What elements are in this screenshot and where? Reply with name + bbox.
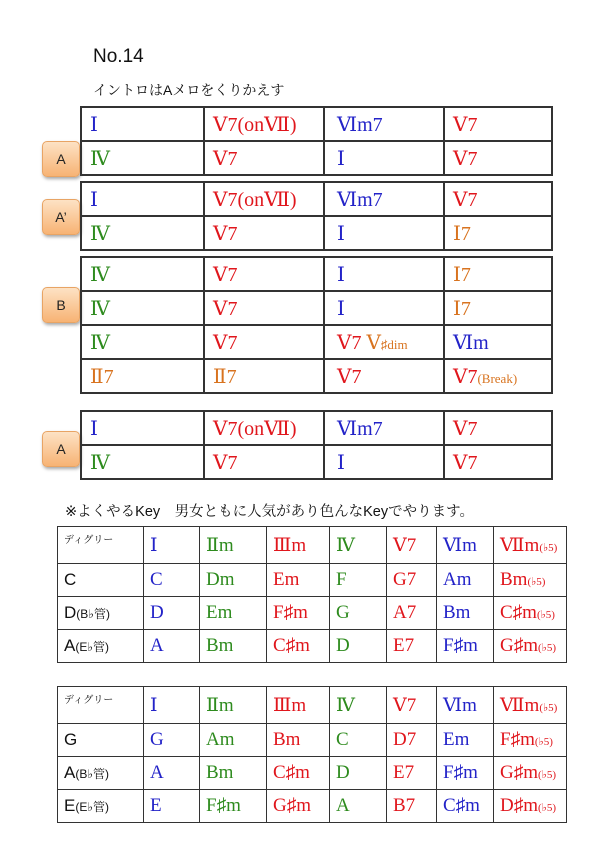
key-chord-cell xyxy=(437,724,494,757)
chord-degree: Ⅰ xyxy=(90,188,98,211)
page-subtitle: イントロはAメロをくりかえす xyxy=(93,82,285,98)
key-chord-cell xyxy=(437,630,494,663)
chord-degree: Ⅴ7 xyxy=(213,451,238,474)
degree-symbol: Ⅳ xyxy=(336,694,355,716)
chord-degree: Ⅰ xyxy=(337,263,345,286)
key-chord-cell xyxy=(494,564,567,597)
chord-cell xyxy=(324,257,444,291)
chord-degree: Ⅴ7 xyxy=(453,113,478,136)
key-chord: D xyxy=(150,602,164,623)
key-name-cell xyxy=(58,597,144,630)
degree-header-cell xyxy=(437,687,494,724)
key-chord-cell xyxy=(267,724,330,757)
chord-cell xyxy=(324,325,444,359)
chord-degree: Ⅰ7 xyxy=(453,263,471,286)
degree-symbol: Ⅶm xyxy=(500,534,540,556)
chord-degree: Ⅳ xyxy=(90,451,110,474)
chord-degree: Ⅴ7(onⅦ) xyxy=(213,417,297,440)
chord-degree: Ⅰ xyxy=(337,147,345,170)
key-chord-cell xyxy=(200,790,267,823)
degree-header-cell xyxy=(267,527,330,564)
key-name-cell xyxy=(58,724,144,757)
key-chord-cell xyxy=(267,597,330,630)
degree-symbol: Ⅲm xyxy=(273,534,307,556)
degree-symbol: Ⅰ xyxy=(150,694,158,716)
chord-degree: Ⅴ7 xyxy=(453,451,478,474)
key-chord-cell xyxy=(267,564,330,597)
key-chord: Em xyxy=(443,729,470,750)
chord-degree: Ⅵm7 xyxy=(337,417,383,440)
key-chord: Bm xyxy=(273,729,301,750)
progression-row xyxy=(81,107,552,141)
key-chord: C xyxy=(150,569,163,590)
key-chord-cell xyxy=(387,630,437,663)
key-instrument-note: (B♭管) xyxy=(76,607,110,621)
degree-symbol: Ⅳ xyxy=(336,534,355,556)
key-chord: Em xyxy=(206,602,233,623)
key-chord-cell xyxy=(387,597,437,630)
chord-cell xyxy=(81,257,204,291)
key-name: G xyxy=(64,730,78,749)
chord-degree: Ⅳ xyxy=(90,147,110,170)
chord-cell xyxy=(204,325,324,359)
key-name: D xyxy=(64,603,77,622)
key-row xyxy=(58,564,567,597)
chord-cell xyxy=(204,216,324,250)
chord-degree: Ⅴ7 xyxy=(213,263,238,286)
degree-header-cell xyxy=(200,687,267,724)
key-chord-cell xyxy=(267,757,330,790)
chord-degree: Ⅳ xyxy=(90,331,110,354)
chord-degree: Ⅴ7(onⅦ) xyxy=(213,188,297,211)
section-table-b xyxy=(80,256,553,394)
chord-degree: Ⅴ7 xyxy=(453,188,478,211)
chord-cell xyxy=(324,411,444,445)
chord-cell xyxy=(204,445,324,479)
chord-degree: Ⅴ7 xyxy=(213,147,238,170)
degree-label-text: ディグリー xyxy=(64,695,114,706)
section-badge-b: B xyxy=(42,287,80,323)
chord-cell xyxy=(81,359,204,393)
degree-header-cell xyxy=(387,687,437,724)
chord-cell xyxy=(81,411,204,445)
key-chord: A xyxy=(150,635,164,656)
key-chord: D xyxy=(336,762,350,783)
degree-header-cell xyxy=(494,687,567,724)
key-chord-cell xyxy=(200,564,267,597)
key-name-cell xyxy=(58,790,144,823)
key-chord: Dm xyxy=(206,569,235,590)
key-chord-cell xyxy=(387,564,437,597)
key-chord: F xyxy=(336,569,347,590)
key-chord: A7 xyxy=(393,602,417,623)
degree-table-1 xyxy=(57,526,567,663)
degree-header-cell xyxy=(144,527,200,564)
key-chord-cell xyxy=(144,564,200,597)
degree-table-2 xyxy=(57,686,567,823)
chord-cell xyxy=(444,359,552,393)
chord-cell xyxy=(444,445,552,479)
chord-cell xyxy=(81,107,204,141)
key-chord-cell xyxy=(494,724,567,757)
degree-symbol: Ⅲm xyxy=(273,694,307,716)
degree-header-cell xyxy=(267,687,330,724)
key-instrument-note: (E♭管) xyxy=(75,800,110,814)
chord-degree: Ⅴ7 xyxy=(453,147,478,170)
section-table-a xyxy=(80,106,553,176)
section-table-a-prime xyxy=(80,181,553,251)
progression-row xyxy=(81,182,552,216)
key-name: E xyxy=(64,796,76,815)
key-chord-cell xyxy=(330,597,387,630)
chord-cell xyxy=(324,141,444,175)
chord-cell xyxy=(444,182,552,216)
key-chord-cell xyxy=(200,757,267,790)
key-row xyxy=(58,597,567,630)
key-name-cell xyxy=(58,757,144,790)
key-chord: C xyxy=(336,729,349,750)
key-chord-cell xyxy=(437,790,494,823)
chord-cell xyxy=(444,257,552,291)
progression-row xyxy=(81,445,552,479)
key-chord: F♯m xyxy=(500,729,535,750)
chord-cell xyxy=(444,141,552,175)
key-chord-cell xyxy=(144,790,200,823)
chord-degree: Ⅰ xyxy=(337,222,345,245)
chord-degree: Ⅵm7 xyxy=(337,113,383,136)
key-chord: E7 xyxy=(393,635,415,656)
chord-cell xyxy=(324,291,444,325)
key-instrument-note: (B♭管) xyxy=(75,767,110,781)
key-chord: G♯m xyxy=(500,635,538,656)
degree-header-label xyxy=(58,527,144,564)
chord-degree: Ⅰ7 xyxy=(453,297,471,320)
section-table-a-final xyxy=(80,410,553,480)
chord-cell xyxy=(324,445,444,479)
key-chord: C♯m xyxy=(443,795,480,816)
key-row xyxy=(58,790,567,823)
key-chord: Bm xyxy=(206,762,234,783)
key-chord-cell xyxy=(144,630,200,663)
chord-degree: Ⅰ xyxy=(90,113,98,136)
chord-cell xyxy=(324,216,444,250)
key-chord: G♯m xyxy=(273,795,311,816)
key-chord-cell xyxy=(387,790,437,823)
chord-cell xyxy=(204,411,324,445)
key-chord: Am xyxy=(443,569,472,590)
chord-cell xyxy=(324,182,444,216)
key-chord-cell xyxy=(144,724,200,757)
key-chord-cell xyxy=(387,724,437,757)
section-badge-a-prime: A’ xyxy=(42,199,80,235)
section-badge-a: A xyxy=(42,141,80,177)
key-chord: G xyxy=(150,729,164,750)
key-chord: D♯m xyxy=(500,795,538,816)
degree-symbol: Ⅱm xyxy=(206,534,234,556)
key-chord: Am xyxy=(206,729,235,750)
key-chord-suffix: (♭5) xyxy=(538,769,557,781)
chord-cell xyxy=(444,216,552,250)
chord-degree: Ⅰ xyxy=(337,297,345,320)
chord-suffix: (Break) xyxy=(477,370,518,386)
progression-row xyxy=(81,257,552,291)
key-chord-cell xyxy=(330,790,387,823)
chord-cell xyxy=(444,411,552,445)
key-chord-suffix: (♭5) xyxy=(536,609,555,621)
degree-symbol: Ⅴ7 xyxy=(393,694,417,716)
chord-degree: Ⅴ7 xyxy=(213,331,238,354)
key-chord-cell xyxy=(437,564,494,597)
chord-cell xyxy=(81,291,204,325)
progression-row xyxy=(81,291,552,325)
chord-cell xyxy=(81,182,204,216)
chord-degree: Ⅴ7 xyxy=(213,297,238,320)
chord-degree: Ⅳ xyxy=(90,222,110,245)
key-chord-cell xyxy=(144,597,200,630)
key-chord: F♯m xyxy=(273,602,308,623)
chord-cell xyxy=(81,216,204,250)
degree-symbol: Ⅴ7 xyxy=(393,534,417,556)
degree-header-label xyxy=(58,687,144,724)
key-chord-cell xyxy=(200,597,267,630)
chord-cell xyxy=(204,359,324,393)
key-chord: G♯m xyxy=(500,762,538,783)
chord-cell xyxy=(444,325,552,359)
chord-cell xyxy=(444,107,552,141)
progression-row xyxy=(81,359,552,393)
key-chord: F♯m xyxy=(206,795,241,816)
chord-degree: Ⅰ xyxy=(337,451,345,474)
key-chord-cell xyxy=(437,757,494,790)
key-chord: Em xyxy=(273,569,300,590)
key-chord: Bm xyxy=(206,635,234,656)
key-chord: F♯m xyxy=(443,635,478,656)
progression-row xyxy=(81,141,552,175)
degree-header-row xyxy=(58,687,567,724)
chord-degree: Ⅵm xyxy=(453,331,489,354)
key-chord: D7 xyxy=(393,729,417,750)
chord-cell xyxy=(81,141,204,175)
degree-symbol: Ⅰ xyxy=(150,534,158,556)
degree-header-row xyxy=(58,527,567,564)
chord-degree: Ⅴ7 xyxy=(453,365,478,388)
progression-row xyxy=(81,325,552,359)
key-chord: E xyxy=(150,795,162,816)
key-note: ※よくやるKey 男女ともに人気があり色んなKeyでやります。 xyxy=(65,504,474,520)
key-name: A xyxy=(64,763,76,782)
key-chord-cell xyxy=(330,564,387,597)
progression-row xyxy=(81,216,552,250)
key-chord-cell xyxy=(494,790,567,823)
chord-degree: Ⅱ7 xyxy=(90,365,114,388)
chord-degree: Ⅴ7 xyxy=(337,331,362,354)
degree-header-cell xyxy=(144,687,200,724)
key-chord-cell xyxy=(494,630,567,663)
key-chord-cell xyxy=(330,724,387,757)
key-chord-cell xyxy=(200,630,267,663)
degree-header-cell xyxy=(200,527,267,564)
chord-cell xyxy=(204,141,324,175)
key-chord-suffix: (♭5) xyxy=(538,802,557,814)
key-chord-cell xyxy=(330,757,387,790)
key-name-cell xyxy=(58,630,144,663)
chord-cell xyxy=(204,182,324,216)
key-chord: D xyxy=(336,635,350,656)
chord-extra: Ⅴ xyxy=(366,331,381,354)
key-chord-suffix: (♭5) xyxy=(527,576,546,588)
key-chord: A xyxy=(150,762,164,783)
degree-symbol-suffix: (♭5) xyxy=(539,701,558,714)
key-chord: A xyxy=(336,795,350,816)
key-chord: B7 xyxy=(393,795,416,816)
chord-degree: Ⅳ xyxy=(90,297,110,320)
degree-symbol: Ⅵm xyxy=(443,694,477,716)
key-chord-cell xyxy=(330,630,387,663)
chord-cell xyxy=(204,291,324,325)
key-chord-suffix: (♭5) xyxy=(538,642,557,654)
chord-degree: Ⅴ7 xyxy=(213,222,238,245)
degree-label-text: ディグリー xyxy=(64,535,114,546)
chord-extra-suffix: ♯dim xyxy=(380,336,408,352)
chord-degree: Ⅰ xyxy=(90,417,98,440)
key-name: C xyxy=(64,570,77,589)
key-chord: E7 xyxy=(393,762,415,783)
degree-header-cell xyxy=(387,527,437,564)
key-chord: F♯m xyxy=(443,762,478,783)
section-badge-a-final: A xyxy=(42,431,80,467)
degree-header-cell xyxy=(494,527,567,564)
degree-header-cell xyxy=(330,527,387,564)
key-chord-cell xyxy=(267,630,330,663)
key-chord-cell xyxy=(494,757,567,790)
degree-symbol: Ⅱm xyxy=(206,694,234,716)
page-title: No.14 xyxy=(93,46,144,67)
key-chord: Bm xyxy=(443,602,471,623)
chord-cell xyxy=(444,291,552,325)
key-chord: G7 xyxy=(393,569,417,590)
chord-cell xyxy=(204,257,324,291)
key-chord-cell xyxy=(494,597,567,630)
key-chord: C♯m xyxy=(500,602,537,623)
key-chord: G xyxy=(336,602,350,623)
key-chord-cell xyxy=(144,757,200,790)
chord-degree: Ⅰ7 xyxy=(453,222,471,245)
key-chord: Bm xyxy=(500,569,528,590)
chord-degree: Ⅳ xyxy=(90,263,110,286)
degree-symbol-suffix: (♭5) xyxy=(539,541,558,554)
chord-cell xyxy=(204,107,324,141)
chord-cell xyxy=(81,445,204,479)
degree-header-cell xyxy=(437,527,494,564)
key-chord-cell xyxy=(437,597,494,630)
key-chord: C♯m xyxy=(273,762,310,783)
key-chord: C♯m xyxy=(273,635,310,656)
chord-degree: Ⅴ7(onⅦ) xyxy=(213,113,297,136)
key-row xyxy=(58,724,567,757)
key-chord-cell xyxy=(387,757,437,790)
key-name: A xyxy=(64,636,76,655)
key-instrument-note: (E♭管) xyxy=(75,640,110,654)
key-chord-cell xyxy=(200,724,267,757)
degree-header-cell xyxy=(330,687,387,724)
key-row xyxy=(58,757,567,790)
key-row xyxy=(58,630,567,663)
key-chord-cell xyxy=(267,790,330,823)
chord-degree: Ⅱ7 xyxy=(213,365,237,388)
key-name-cell xyxy=(58,564,144,597)
degree-symbol: Ⅶm xyxy=(500,694,540,716)
progression-row xyxy=(81,411,552,445)
chord-degree: Ⅵm7 xyxy=(337,188,383,211)
chord-cell xyxy=(81,325,204,359)
chord-cell xyxy=(324,107,444,141)
key-chord-suffix: (♭5) xyxy=(534,736,553,748)
chord-cell xyxy=(324,359,444,393)
chord-degree: Ⅴ7 xyxy=(337,365,362,388)
chord-degree: Ⅴ7 xyxy=(453,417,478,440)
degree-symbol: Ⅵm xyxy=(443,534,477,556)
